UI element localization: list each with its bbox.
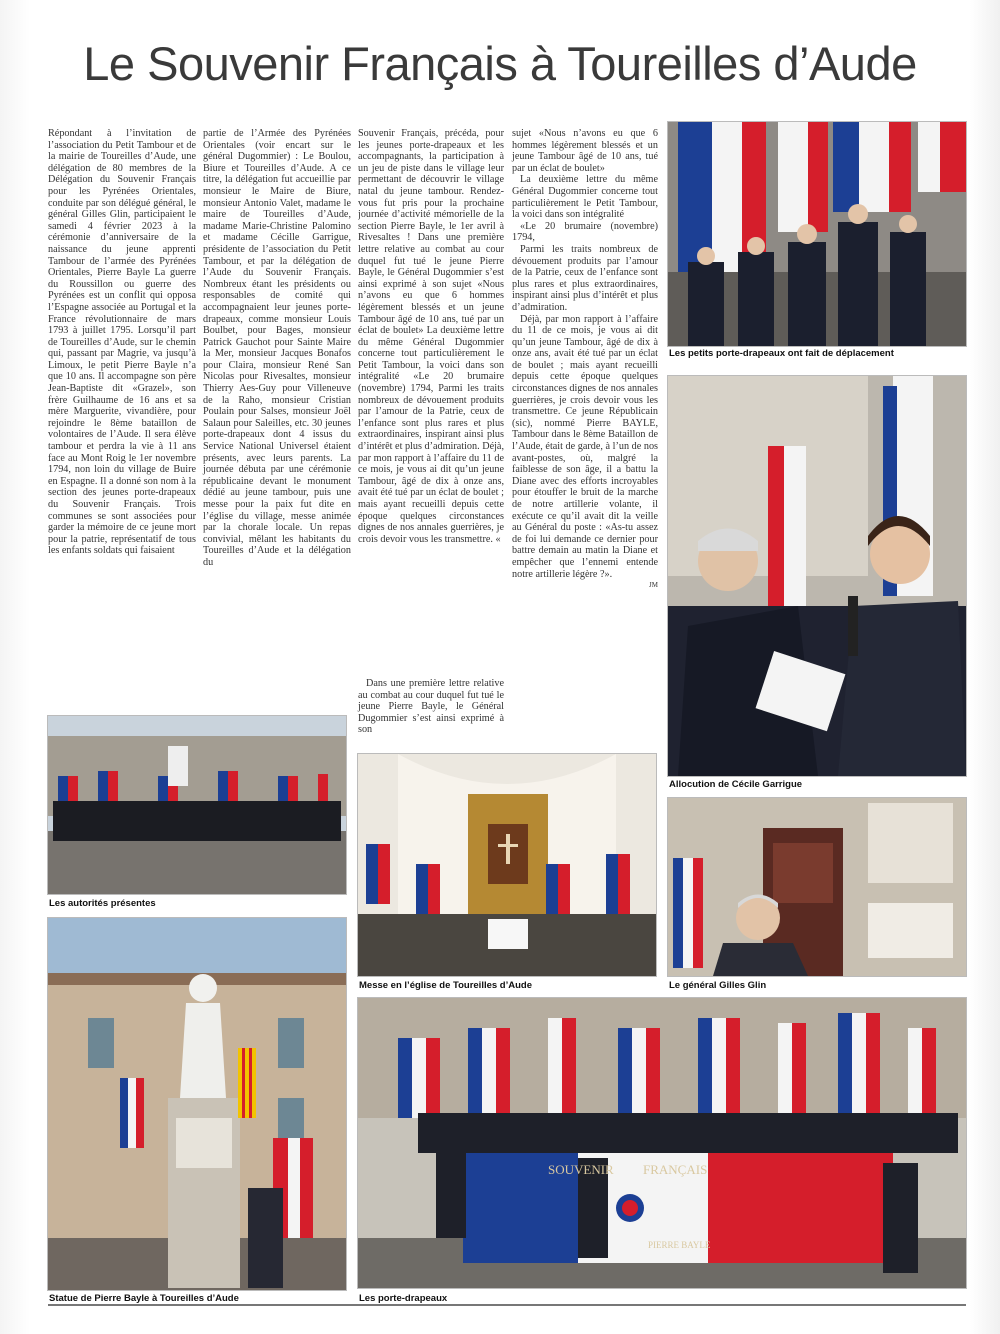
article-paragraph: La deuxième lettre du même Général Dugommier concerne tout particulièrement le Petit Tambour, la voici dans son intégralité: [512, 174, 658, 221]
article-paragraph: Souvenir Français, précéda, pour les jeunes porte-drapeaux et les accompagnants, la participation à un jeu de piste dans le village leur permettant de découvrir le village natal du jeune tambour. Rendez-vous fut pris pour la prochaine journée d’activité mémorielle de la section Pierre Bayle, le 1er avril à Rivesaltes ! Dans une première lettre relative au combat au cour duquel fut tué le jeune Pierre Bayle, le Général Dugommier s’est ainsi exprimé à son sujet «Nous n’avons eu que 6 hommes légèrement blessés et un jeune Tambour âgé de 10 ans, tué par un éclat de boulet» La deuxième lettre du même Général Dugommier concerne tout particulièrement le Petit Tambour, la voici dans son intégralité «Le 20 brumaire (novembre) 1794, Parmi les traits nombreux de dévouement produits par l’amour de la Patrie, ceux de l’enfance sont plus rares et plus extraordinaires, inspirant ainsi plus d’intérêt et plus d’admiration. Déjà, par mon rapport à l’affaire du 11 de ce mois, je vous ai dit qu’un jeune Tambour, âgé de dix à onze ans, avait été tué par un éclat de boulet ; mais ayant recueilli depuis cette époque quelques circonstances dignes de nos annales guerrières, je crois devoir vous les transmettre. «: [358, 128, 504, 545]
photo-caption: Messe en l’église de Toureilles d’Aude: [359, 980, 532, 991]
photo-caption: Les porte-drapeaux: [359, 1293, 448, 1304]
article-column-3: [358, 128, 504, 680]
photo-flag-bearers-banner: [358, 998, 966, 1288]
article-column-3-end: [358, 678, 504, 736]
photo-church-mass: [358, 754, 656, 976]
article-paragraph: Parmi les traits nombreux de dévouement produits par l’amour de la Patrie, ceux de l’enfance sont plus rares et plus extraordinaires, inspirant ainsi plus d’intérêt et plus d’admiration.: [512, 243, 658, 313]
page-bottom-rule: [48, 1304, 966, 1306]
article-paragraph: «Le 20 brumaire (novembre) 1794,: [512, 220, 658, 244]
article-paragraph: Répondant à l’invitation de l’association du Petit Tambour et de la mairie de Toureilles d’Aude, une délégation de 80 membres de la Délégation du Souvenir Français pour les Pyrénées Orientales, conduite par son délégué général, le général Gilles Glin, participaient le samedi 4 février 2023 à la cérémonie d’anniversaire de la naissance du jeune apprenti Tambour de l’armée des Pyrénées Orientales, Pierre Bayle La guerre du Roussillon ou guerre des Pyrénées est un conflit qui opposa l’Espagne associée au Portugal et la France révolutionnaire de mars 1793 à juillet 1795. Lorsqu’il part de Toureilles d’Aude, sur le chemin qui, passant par Magrie, va jusqu’à Limoux, le petit Pierre Bayle n’a que 10 ans. Il accompagne son père Jean-Baptiste dit «Grazel», son frère Guilhaume de 16 ans et sa mère Marguerite, vivandière, pour rejoindre le 8ème bataillon de volontaires de l’Aude. Il sera élève tambour et perdra la vie à 11 ans face au Mont Roig le 1er novembre 1794, non loin du village de Buire en Espagne. Il a donné son nom à la section des jeunes porte-drapeaux du Souvenir Français. Trois communes se sont associées pour garder la mémoire de ce jeune mort pour la patrie, représentatif de tous les enfants soldats qui faisaient: [48, 128, 196, 557]
article-paragraph: Déjà, par mon rapport à l’affaire du 11 de ce mois, je vous ai dit qu’un jeune Tambour, âgé de dix à onze ans, avait été tué par un éclat de boulet ; mais ayant recueilli depuis cette époque quelques circonstances dignes de nos annales guerrières, je crois devoir vous les transmettre. Ce jeune Républicain (sic), nommé Pierre BAYLE, Tambour dans le 8ème Bataillon de l’Aude, était de garde, à l’un de nos avant-postes, où, malgré la faiblesse de son âge, il a battu la Diane avec des efforts incroyables pour étouffer le bruit de la marche de notre artillerie volante, il exécute ce qu’il avait dit la veille au Général du poste : «As-tu assez de foi lui demande ce dernier pour battre demain au matin la Diane et empêcher que l’ennemi entende notre artillerie légère ?».: [512, 313, 658, 580]
article-paragraph: sujet «Nous n’avons eu que 6 hommes légèrement blessés et un jeune Tambour âgé de 10 ans, tué par un éclat de boulet»: [512, 128, 658, 174]
photo-caption: Les petits porte-drapeaux ont fait de déplacement: [669, 348, 894, 359]
article-paragraph: partie de l’Armée des Pyrénées Orientales (voir encart sur le général Dugommier) : Le Boulou, Biure et Toureilles d’Aude. A ce titre, la délégation fut accueillie par monsieur le Maire de Biure, monsieur Antonio Valet, madame le maire de Toureilles d’Aude, madame Marie-Christine Palomino et madame Cécille Garrigue, présidente de l’association du Petit Tambour, et par la délégation de l’Aude du Souvenir Français. Nombreux étant les présidents ou responsables de comité qui accompagnaient leur jeunes porte-drapeaux, comme monsieur Louis Boulbet, pour Bages, monsieur Patrick Gauchot pour Sainte Maire la Mer, monsieur Jacques Bonafos pour Claira, monsieur René San Nicolas pour Rivesaltes, monsieur Thierry Aes-Guy pour Villeneuve de la Raho, monsieur Cristian Poulain pour Salses, monsieur Joël Salaun pour Saleilles, etc. 30 jeunes porte-drapeaux dont 4 issus du Service National Universel étaient présents, avec leurs parents. La journée débuta par une cérémonie républicaine devant le monument dédié au jeune tambour, puis une messe pour la paix fut dite en l’église du village, messe animée par la chorale locale. Un repas convivial, mêlant les habitants du Toureilles d’Aude et la délégation du: [203, 128, 351, 568]
banner-text-pierre-bayle: PIERRE BAYLE: [648, 1240, 711, 1250]
page-title: Le Souvenir Français à Toureilles d’Aude: [83, 37, 917, 90]
photo-speech: [668, 376, 966, 776]
author-signature: JM: [649, 581, 658, 590]
banner-text-francais: FRANÇAIS: [643, 1162, 708, 1177]
photo-caption: Le général Gilles Glin: [669, 980, 767, 991]
article-column-1: [48, 128, 196, 557]
photo-caption: Les autorités présentes: [49, 898, 156, 909]
photo-caption: Allocution de Cécile Garrigue: [669, 779, 803, 790]
photo-authorities: [48, 716, 346, 894]
article-column-4: [512, 128, 658, 592]
photo-general: [668, 798, 966, 976]
photo-flag-bearers: [668, 122, 966, 346]
article-column-2: [203, 128, 351, 569]
photo-statue: [48, 918, 346, 1290]
banner-text-souvenir: SOUVENIR: [548, 1162, 614, 1177]
article-paragraph: Dans une première lettre relative au combat au cour duquel fut tué le jeune Pierre Bayle, le Général Dugommier s’est ainsi exprimé à son: [358, 678, 504, 736]
photo-caption: Statue de Pierre Bayle à Toureilles d’Aude: [49, 1293, 239, 1304]
